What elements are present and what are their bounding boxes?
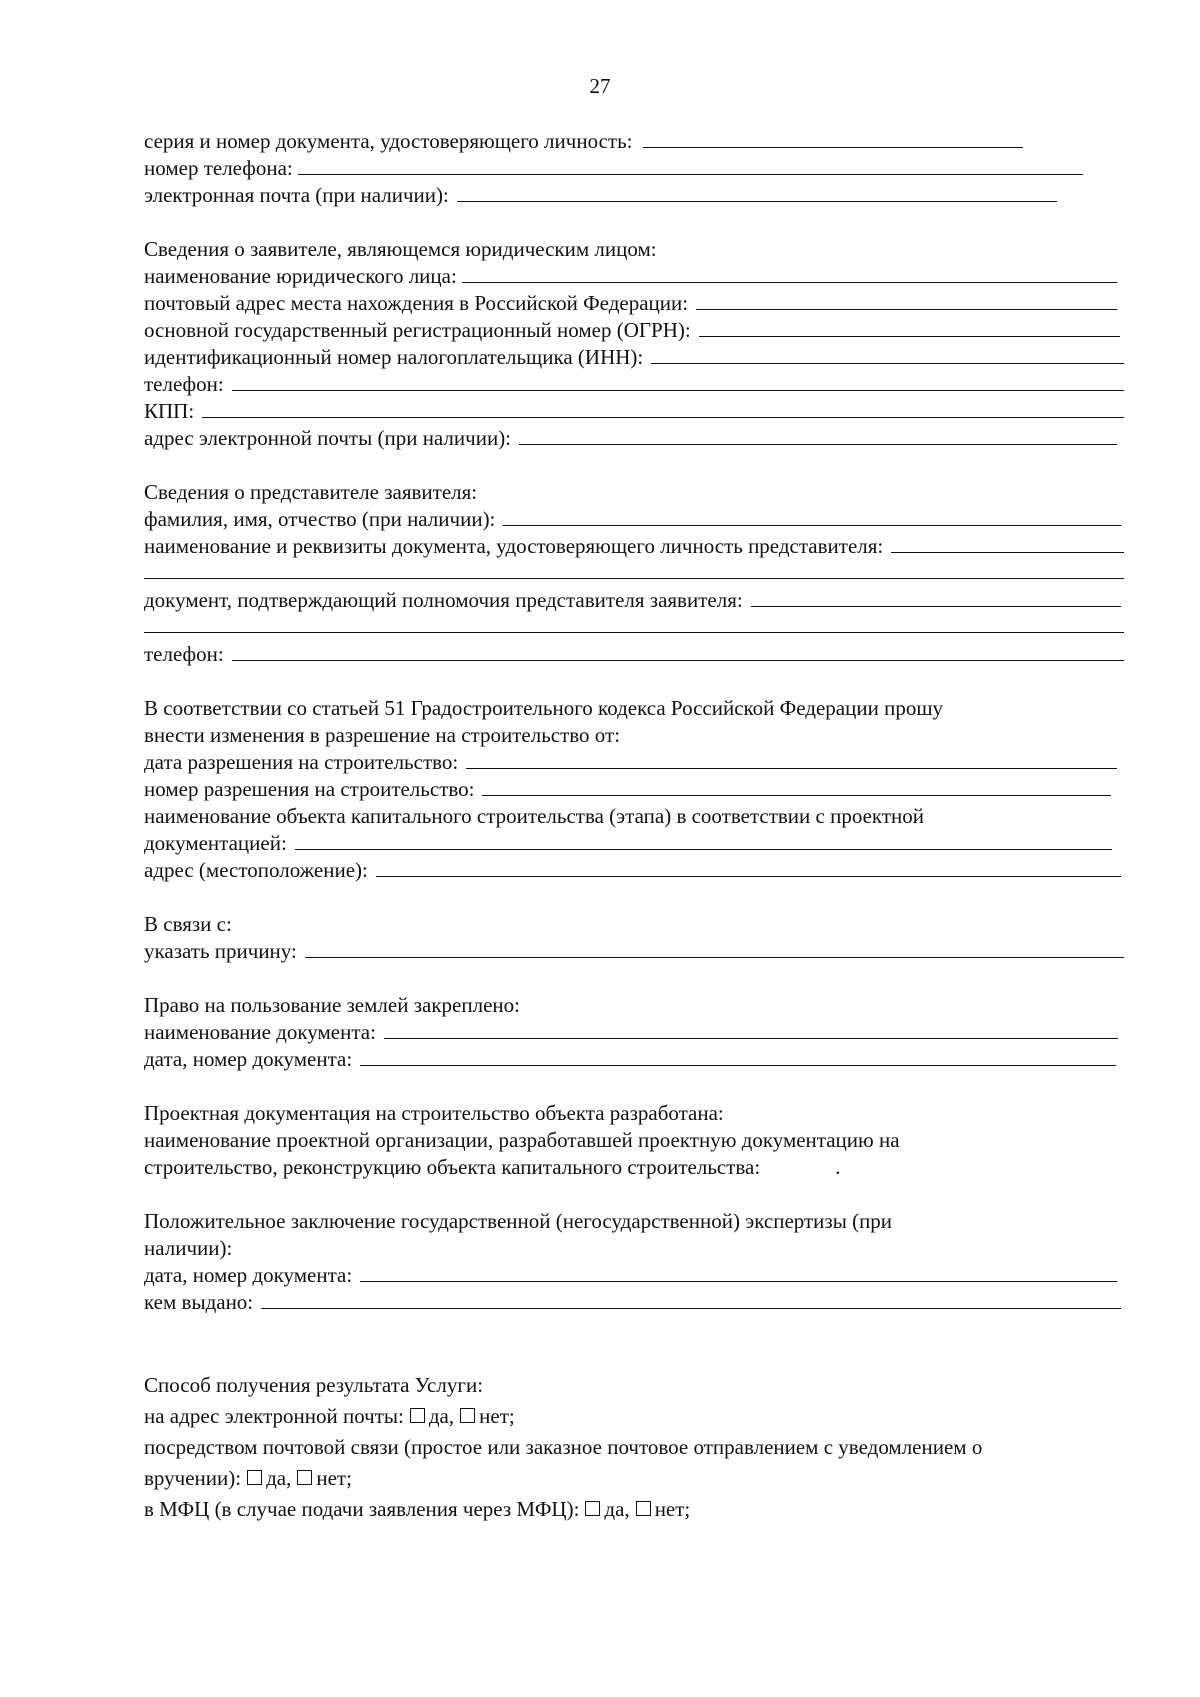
permit-date-row <box>144 749 1124 776</box>
result-email-row <box>144 1401 1124 1432</box>
result-mfc-yes-checkbox[interactable] <box>585 1501 600 1516</box>
land-doc-name-field[interactable] <box>384 1019 1118 1039</box>
expertise-date-label: дата, номер документа: <box>144 1263 353 1287</box>
doc-series-field[interactable] <box>643 128 1023 148</box>
rep-id-doc-row <box>144 533 1124 560</box>
legal-name-row <box>144 263 1124 290</box>
land-doc-date-row <box>144 1046 1124 1073</box>
page-number: 27 <box>589 74 611 98</box>
legal-address-field[interactable] <box>696 290 1117 310</box>
rep-phone-field[interactable] <box>232 641 1124 661</box>
legal-entity-heading: Сведения о заявителе, являющемся юридическим лицом: <box>144 237 657 261</box>
permit-number-field[interactable] <box>482 776 1111 796</box>
land-doc-date-label: дата, номер документа: <box>144 1047 353 1071</box>
expertise-line-1: Положительное заключение государственной (негосударственной) экспертизы (при <box>144 1209 893 1233</box>
phone-label: номер телефона: <box>144 156 293 180</box>
legal-name-field[interactable] <box>462 263 1117 283</box>
reason-heading: В связи с: <box>144 912 232 936</box>
reason-row <box>144 938 1124 965</box>
object-address-field[interactable] <box>376 857 1121 877</box>
result-post-no-checkbox[interactable] <box>297 1470 312 1485</box>
object-name-field[interactable] <box>295 830 1112 850</box>
project-docs-line-1: наименование проектной организации, разработавшей проектную документацию на <box>144 1128 900 1152</box>
result-email-label: на адрес электронной почты: <box>144 1404 404 1428</box>
project-docs-heading: Проектная документация на строительство объекта разработана: <box>144 1101 724 1125</box>
result-mfc-no-checkbox[interactable] <box>636 1501 651 1516</box>
legal-phone-field[interactable] <box>232 371 1124 391</box>
object-name-label: документацией: <box>144 831 287 855</box>
request-line-1: В соответствии со статьей 51 Градостроительного кодекса Российской Федерации прошу <box>144 696 943 720</box>
no-label: нет; <box>479 1404 515 1428</box>
rep-fio-field[interactable] <box>503 506 1121 526</box>
result-email-yes-checkbox[interactable] <box>410 1408 425 1423</box>
email-label: электронная почта (при наличии): <box>144 183 449 207</box>
legal-email-label: адрес электронной почты (при наличии): <box>144 426 512 450</box>
land-doc-date-field[interactable] <box>360 1046 1116 1066</box>
legal-phone-row <box>144 371 1124 398</box>
email-row <box>144 182 1124 209</box>
rep-fio-row <box>144 506 1124 533</box>
legal-name-label: наименование юридического лица: <box>144 264 457 288</box>
rep-id-doc-field[interactable] <box>891 533 1124 553</box>
expertise-date-field[interactable] <box>360 1262 1117 1282</box>
result-mfc-row <box>144 1494 1124 1525</box>
no-label: нет; <box>654 1497 691 1521</box>
kpp-field[interactable] <box>202 398 1124 418</box>
rep-authority-continuation[interactable] <box>144 614 1124 641</box>
result-post-yes-checkbox[interactable] <box>247 1470 262 1485</box>
no-label: нет; <box>316 1466 352 1490</box>
rep-id-doc-label: наименование и реквизиты документа, удостоверяющего личность представителя: <box>144 534 884 558</box>
land-doc-name-row <box>144 1019 1124 1046</box>
permit-date-field[interactable] <box>466 749 1117 769</box>
object-address-label: адрес (местоположение): <box>144 858 368 882</box>
land-right-heading: Право на пользование землей закреплено: <box>144 993 520 1017</box>
phone-row <box>144 155 1124 182</box>
expertise-issued-row <box>144 1289 1124 1316</box>
ogrn-field[interactable] <box>699 317 1120 337</box>
doc-series-label: серия и номер документа, удостоверяющего личность: <box>144 129 633 153</box>
ogrn-row <box>144 317 1124 344</box>
reason-field[interactable] <box>305 938 1124 958</box>
yes-label: да, <box>604 1497 630 1521</box>
legal-phone-label: телефон: <box>144 372 224 396</box>
land-doc-name-label: наименование документа: <box>144 1020 376 1044</box>
result-post-row <box>144 1463 1124 1494</box>
object-name-line-1: наименование объекта капитального строительства (этапа) в соответствии с проектной <box>144 804 924 828</box>
project-docs-line-2: строительство, реконструкцию объекта капитального строительства: . <box>144 1155 841 1179</box>
rep-authority-field[interactable] <box>751 587 1121 607</box>
reason-label: указать причину: <box>144 939 297 963</box>
expertise-date-row <box>144 1262 1124 1289</box>
rep-fio-label: фамилия, имя, отчество (при наличии): <box>144 507 496 531</box>
result-post-line-1: посредством почтовой связи (простое или заказное почтовое отправлением с уведомлением о <box>144 1435 983 1459</box>
permit-number-label: номер разрешения на строительство: <box>144 777 475 801</box>
yes-label: да, <box>266 1466 292 1490</box>
result-email-no-checkbox[interactable] <box>460 1408 475 1423</box>
legal-address-row <box>144 290 1124 317</box>
rep-authority-label: документ, подтверждающий полномочия представителя заявителя: <box>144 588 743 612</box>
kpp-label: КПП: <box>144 399 195 423</box>
rep-id-doc-continuation[interactable] <box>144 560 1124 587</box>
inn-field[interactable] <box>651 344 1124 364</box>
form-content <box>144 128 1124 1525</box>
inn-row <box>144 344 1124 371</box>
kpp-row <box>144 398 1124 425</box>
request-line-2: внести изменения в разрешение на строительство от: <box>144 723 621 747</box>
expertise-issued-label: кем выдано: <box>144 1290 254 1314</box>
yes-label: да, <box>428 1404 455 1428</box>
phone-field[interactable] <box>298 155 1083 175</box>
legal-email-field[interactable] <box>519 425 1117 445</box>
inn-label: идентификационный номер налогоплательщика (ИНН): <box>144 345 644 369</box>
email-field[interactable] <box>457 182 1057 202</box>
rep-phone-row <box>144 641 1124 668</box>
permit-number-row <box>144 776 1124 803</box>
result-mfc-label: в МФЦ (в случае подачи заявления через МФЦ): <box>144 1497 580 1521</box>
permit-date-label: дата разрешения на строительство: <box>144 750 459 774</box>
ogrn-label: основной государственный регистрационный номер (ОГРН): <box>144 318 691 342</box>
doc-series-row <box>144 128 1124 155</box>
object-address-row <box>144 857 1124 884</box>
expertise-line-2: наличии): <box>144 1236 233 1260</box>
legal-address-label: почтовый адрес места нахождения в Российской Федерации: <box>144 291 689 315</box>
rep-phone-label: телефон: <box>144 642 224 666</box>
result-method-heading: Способ получения результата Услуги: <box>144 1373 484 1397</box>
expertise-issued-field[interactable] <box>261 1289 1121 1309</box>
representative-heading: Сведения о представителе заявителя: <box>144 480 478 504</box>
rep-authority-row <box>144 587 1124 614</box>
result-post-label: вручении): <box>144 1466 242 1490</box>
legal-email-row <box>144 425 1124 452</box>
object-name-row <box>144 830 1124 857</box>
